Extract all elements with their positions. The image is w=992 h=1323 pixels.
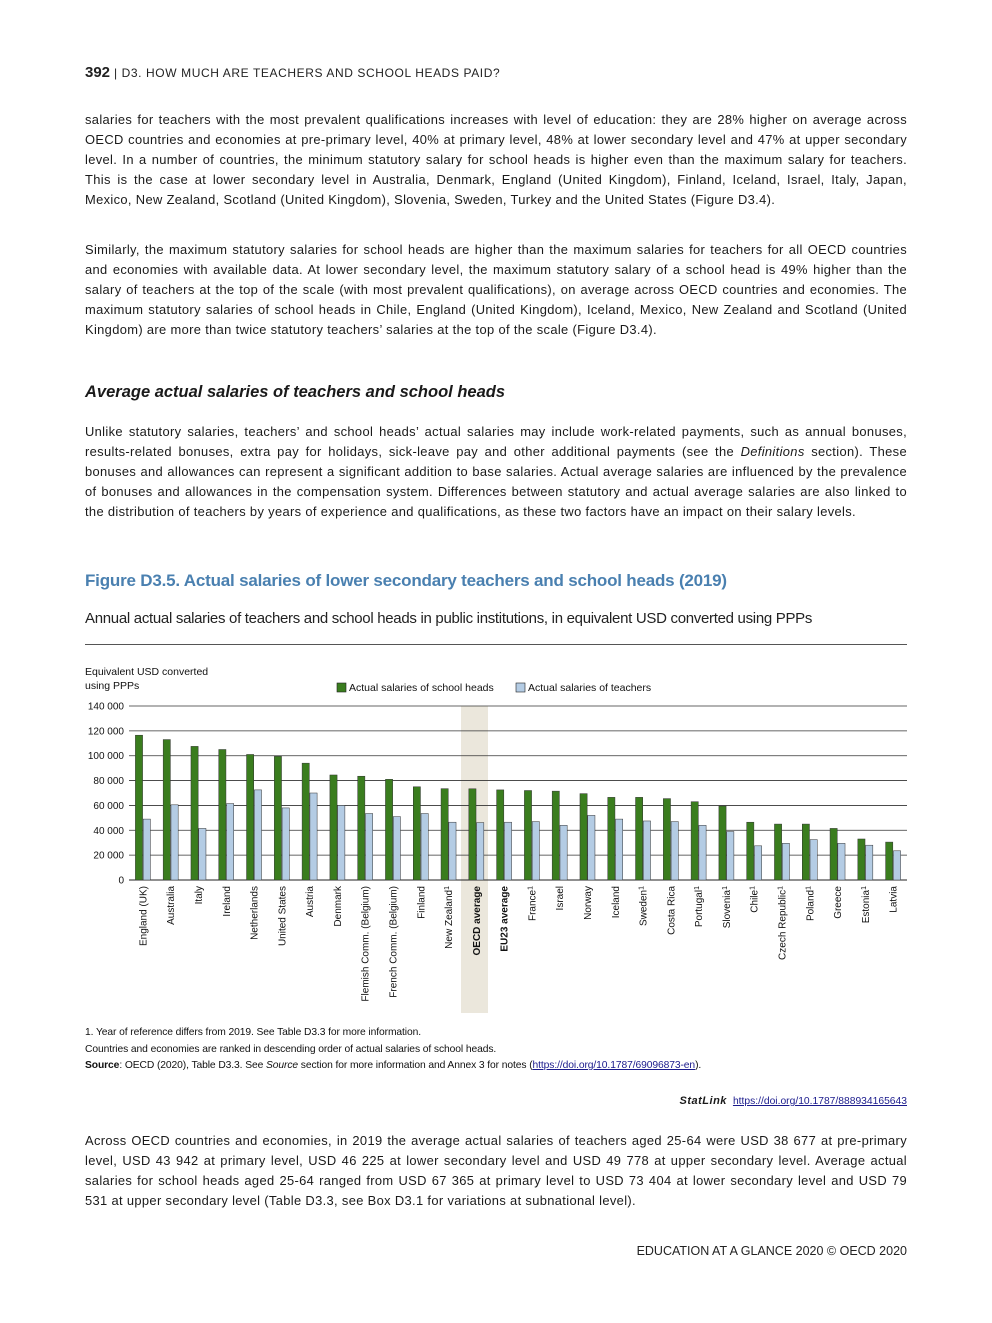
bar-school-heads <box>163 740 170 880</box>
bar-school-heads <box>552 791 559 880</box>
x-tick-label: Ireland <box>221 886 233 917</box>
bar-teachers <box>727 832 734 880</box>
x-tick-label: Sweden$^1$ <box>638 886 650 927</box>
x-tick-label: Iceland <box>610 886 622 919</box>
bar-school-heads <box>858 839 865 880</box>
section-heading: Average actual salaries of teachers and school heads <box>85 383 506 401</box>
bar-teachers <box>588 815 595 880</box>
bar-teachers <box>171 805 178 880</box>
source-link[interactable]: https://doi.org/10.1787/69096873-en <box>532 1060 696 1071</box>
footnote-mark: 1 <box>860 886 868 890</box>
bar-school-heads <box>663 799 670 880</box>
footnote-mark: 1 <box>694 886 702 890</box>
statlink-logo: StatLink <box>679 1095 727 1107</box>
bar-school-heads <box>247 754 254 880</box>
paragraph-actual-text-1: Unlike statutory salaries, teachers’ and school heads’ actual salaries may include work-related payments, such as annual bonuses, results-related bonuses, extra pay for holidays, sick-leave pay and other additional payments (see the <box>85 424 907 459</box>
bar-school-heads <box>358 776 365 880</box>
y-tick-label: 100 000 <box>87 751 124 763</box>
x-tick-label: Italy <box>193 886 205 905</box>
x-tick-label: Costa Rica <box>666 886 678 935</box>
bar-teachers <box>810 840 817 880</box>
footnote-mark: 1 <box>638 886 646 890</box>
bar-teachers <box>504 822 511 880</box>
x-tick-label: Finland <box>416 886 428 919</box>
x-tick-label: Israel <box>555 886 567 911</box>
x-tick-label: French Comm. (Belgium) <box>388 886 400 998</box>
statlink <box>680 1095 907 1107</box>
bar-teachers <box>254 790 261 880</box>
figure-subtitle: Annual actual salaries of teachers and school heads in public institutions, in equivalent USD converted using PPPs <box>85 610 813 627</box>
x-tick-label: Flemish Comm. (Belgium) <box>360 886 372 1002</box>
paragraph-actual-text-2: section). These bonuses and allowances can represent a significant addition to base salaries. Actual average salaries are influenced by the prevalence of bonuses and allowances in the compensation system. Differences between statutory and actual average salaries are also linked to the distribution of teachers by years of experience and qualifications, as these two factors have an impact on their salary levels. <box>85 444 907 519</box>
source-label: Source <box>85 1060 120 1071</box>
x-tick-label: France$^1$ <box>527 886 539 922</box>
bar-teachers <box>866 845 873 880</box>
footnote-mark: 1 <box>749 886 757 890</box>
bar-school-heads <box>719 806 726 880</box>
bar-teachers <box>282 808 289 880</box>
chapter-title: D3. HOW MUCH ARE TEACHERS AND SCHOOL HEADS PAID? <box>121 66 501 80</box>
bar-school-heads <box>330 775 337 880</box>
page-footer: EDUCATION AT A GLANCE 2020 © OECD 2020 <box>636 1244 907 1258</box>
paragraph-statutory-heads: salaries for teachers with the most prevalent qualifications increases with level of education: they are 28% higher on average across OECD countries and economies at pre-primary level, 40% at primary level, 48% at lower secondary level and 47% at upper secondary level. In a number of countries, the minimum statutory salary for school heads is higher even than the maximum salary for teachers. This is the case at lower secondary level in Australia, Denmark, England (United Kingdom), Finland, Iceland, Israel, Italy, Japan, Mexico, New Zealand, Scotland (United Kingdom), Slovenia, Sweden, Turkey and the United States (Figure D3.4). <box>85 112 907 207</box>
x-tick-label: Netherlands <box>249 886 261 940</box>
bar-school-heads <box>608 797 615 880</box>
bar-teachers <box>616 819 623 880</box>
bar-school-heads <box>830 828 837 880</box>
bar-teachers <box>838 843 845 880</box>
bar-school-heads <box>385 779 392 880</box>
paragraph-maximum-salaries: Similarly, the maximum statutory salaries for school heads are higher than the maximum salaries for teachers for all OECD countries and economies with available data. At lower secondary level, the maximum statutory salary of a school head is 49% higher than the salary of teachers at the top of the scale (with most prevalent qualifications), on average across OECD countries and economies. The maximum statutory salaries of school heads in Chile, England (United Kingdom), Iceland, Mexico, New Zealand and Scotland (United Kingdom) are more than twice statutory teachers’ salaries at the top of the scale (Figure D3.4). <box>85 242 907 337</box>
x-tick-label: Estonia$^1$ <box>860 886 872 924</box>
footnote-mark: 1 <box>805 886 813 890</box>
y-tick-label: 40 000 <box>93 825 124 837</box>
bar-teachers <box>532 822 539 880</box>
bar-teachers <box>393 817 400 880</box>
bar-teachers <box>477 823 484 880</box>
footnote-mark: 1 <box>721 886 729 890</box>
footnote-ranking: Countries and economies are ranked in descending order of actual salaries of school heads. <box>85 1044 497 1055</box>
page-number: 392 <box>85 64 111 81</box>
bar-school-heads <box>747 822 754 880</box>
bar-school-heads <box>802 824 809 880</box>
x-tick-label: EU23 average <box>499 886 511 952</box>
header-separator: | <box>113 66 118 80</box>
definitions-ref: Definitions <box>740 444 805 459</box>
legend-swatch-heads <box>337 683 346 692</box>
bar-teachers <box>560 825 567 880</box>
bar-teachers <box>143 819 150 880</box>
bar-teachers <box>671 822 678 880</box>
bar-teachers <box>365 814 372 880</box>
bar-teachers <box>699 825 706 880</box>
source-text-3: ). <box>695 1060 702 1071</box>
bar-school-heads <box>441 789 448 880</box>
statlink-url[interactable]: https://doi.org/10.1787/888934165643 <box>732 1096 907 1107</box>
y-axis-label-line2: using PPPs <box>85 680 140 692</box>
paragraph-oecd-averages: Across OECD countries and economies, in 2019 the average actual salaries of teachers aged 25-64 were USD 38 677 at pre-primary level, USD 43 942 at primary level, USD 46 225 at lower secondary level and USD 49 778 at upper secondary level. Average actual salaries for school heads aged 25-64 ranged from USD 67 365 at primary level to USD 73 404 at lower secondary level and USD 79 531 at upper secondary level (Table D3.3, see Box D3.1 for variations at subnational level). <box>85 1133 907 1208</box>
y-tick-label: 140 000 <box>87 701 124 713</box>
bar-school-heads <box>886 842 893 880</box>
legend-swatch-teachers <box>516 683 525 692</box>
bar-school-heads <box>135 735 142 880</box>
x-tick-label: New Zealand$^1$ <box>444 886 456 949</box>
x-tick-label: Czech Republic$^1$ <box>777 886 789 960</box>
source-text-2: section for more information and Annex 3 for notes ( <box>298 1060 533 1071</box>
x-tick-label: England (UK) <box>138 886 150 947</box>
bar-school-heads <box>774 824 781 880</box>
bar-teachers <box>893 851 900 880</box>
chart-legend <box>337 682 651 694</box>
legend-label-teachers: Actual salaries of teachers <box>528 682 652 694</box>
y-tick-label: 60 000 <box>93 800 124 812</box>
bar-teachers <box>754 846 761 880</box>
x-tick-label: Slovenia$^1$ <box>721 886 733 929</box>
x-tick-label: Norway <box>582 886 594 920</box>
y-tick-label: 120 000 <box>87 726 124 738</box>
bar-teachers <box>643 821 650 880</box>
bar-school-heads <box>274 756 281 880</box>
bar-teachers <box>338 805 345 880</box>
footnote-mark: 1 <box>444 886 452 890</box>
bar-school-heads <box>497 790 504 880</box>
bar-school-heads <box>469 789 476 880</box>
footnote-mark: 1 <box>777 886 785 890</box>
bar-school-heads <box>636 797 643 880</box>
y-tick-label: 80 000 <box>93 776 124 788</box>
legend-label-heads: Actual salaries of school heads <box>349 682 494 694</box>
bar-teachers <box>227 804 234 880</box>
source-text-1: : OECD (2020), Table D3.3. See <box>119 1060 266 1071</box>
x-tick-label: United States <box>277 886 289 947</box>
bar-school-heads <box>691 802 698 880</box>
bar-school-heads <box>580 794 587 880</box>
footnote-year-reference: 1. Year of reference differs from 2019. See Table D3.3 for more information. <box>85 1027 422 1038</box>
bar-school-heads <box>191 746 198 880</box>
bar-teachers <box>449 822 456 880</box>
bar-teachers <box>782 843 789 880</box>
x-tick-label: Latvia <box>888 886 900 913</box>
x-tick-label: Denmark <box>332 886 344 927</box>
y-axis-label-line1: Equivalent USD converted <box>85 666 209 678</box>
x-tick-label: Poland$^1$ <box>805 886 817 922</box>
x-tick-label: Australia <box>166 886 178 925</box>
footnote-mark: 1 <box>527 886 535 890</box>
x-tick-label: Chile$^1$ <box>749 886 761 913</box>
bar-school-heads <box>413 787 420 880</box>
bar-teachers <box>199 828 206 880</box>
bar-teachers <box>421 814 428 880</box>
x-tick-label: Portugal$^1$ <box>694 886 706 928</box>
x-tick-label: OECD average <box>471 886 483 956</box>
bar-school-heads <box>302 763 309 880</box>
x-tick-label: Austria <box>305 886 317 918</box>
footnote-source <box>85 1060 701 1071</box>
source-italic: Source <box>265 1060 299 1071</box>
bar-school-heads <box>219 750 226 881</box>
bar-school-heads <box>524 791 531 880</box>
y-tick-label: 20 000 <box>93 850 124 862</box>
y-tick-label: 0 <box>118 875 124 887</box>
bar-teachers <box>310 793 317 880</box>
x-tick-label: Greece <box>833 886 845 919</box>
figure-title: Figure D3.5. Actual salaries of lower secondary teachers and school heads (2019) <box>85 571 727 590</box>
